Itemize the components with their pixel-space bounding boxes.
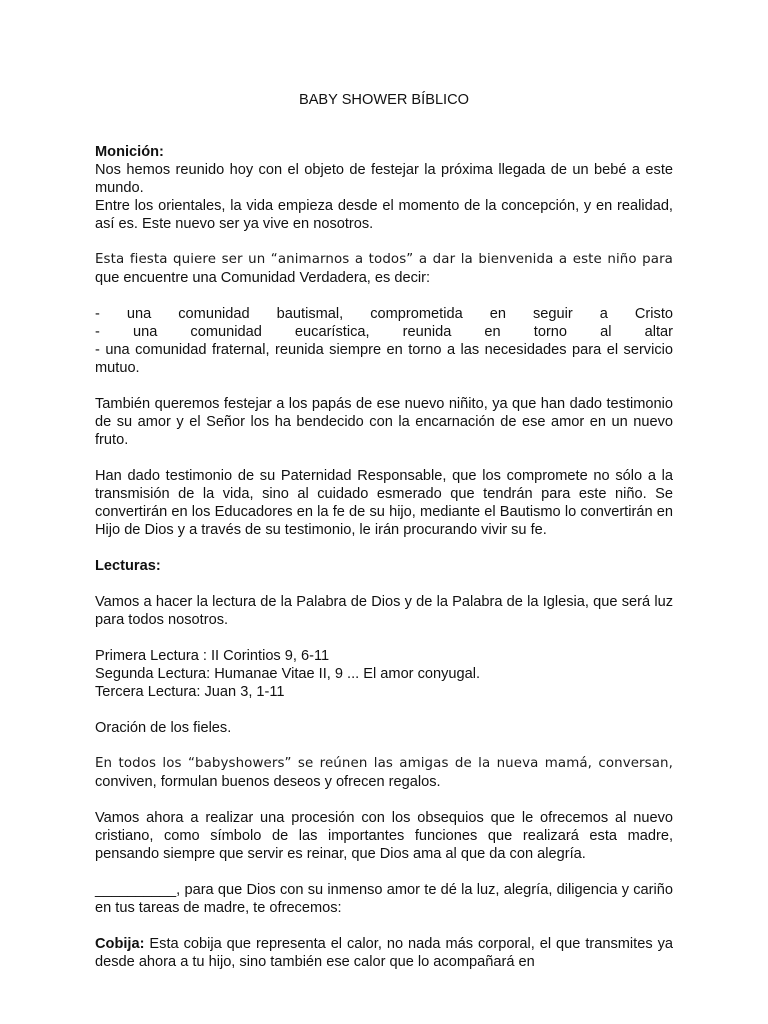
procesion-paragraph: Vamos ahora a realizar una procesión con los obsequios que le ofrecemos al nuevo cristiano, como símbolo de las importantes funciones que realizará esta madre, pensando siempre que servir es reinar, que Dios ama al que da con alegría. <box>95 810 673 862</box>
lecturas-heading: Lecturas: <box>95 558 161 574</box>
list-item: - una comunidad eucarística, reunida en torno al altar <box>95 324 673 340</box>
monicion-line-2: Entre los orientales, la vida empieza desde el momento de la concepción, y en realidad, así es. Este nuevo ser ya vive en nosotros. <box>95 198 673 232</box>
monicion-paragraph-2 <box>95 251 673 287</box>
monicion-paragraph-2-rest: que encuentre una Comunidad Verdadera, es decir: <box>95 270 431 286</box>
babyshower-alt-text: En todos los “babyshowers” se reúnen las amigas de la nueva mamá, conversan, <box>95 756 673 771</box>
monicion-paragraph-1 <box>95 161 673 233</box>
oracion-line: Oración de los fieles. <box>95 720 232 736</box>
list-item: - una comunidad fraternal, reunida siempre en torno a las necesidades para el servicio mutuo. <box>95 342 673 376</box>
babyshower-paragraph-rest: conviven, formulan buenos deseos y ofrecen regalos. <box>95 774 441 790</box>
paternidad-paragraph: Han dado testimonio de su Paternidad Responsable, que los compromete no sólo a la transmisión de la vida, sino al cuidado esmerado que tendrán para este niño. Se convertirán en los Educadores en la fe de su hijo, mediante el Bautismo lo convertirán en Hijo de Dios y a través de su testimonio, le irán procurando vivir su fe. <box>95 468 673 538</box>
ofrecemos-paragraph: __________, para que Dios con su inmenso amor te dé la luz, alegría, diligencia y cariño en tus tareas de madre, te ofrecemos: <box>95 882 673 916</box>
comunidad-list <box>95 305 673 377</box>
monicion-alt-text: Esta fiesta quiere ser un “animarnos a todos” a dar la bienvenida a este niño para <box>95 252 673 267</box>
cobija-text: Esta cobija que representa el calor, no nada más corporal, el que transmites ya desde ahora a tu hijo, sino también ese calor que lo acompañará en <box>95 936 673 970</box>
list-item: - una comunidad bautismal, comprometida en seguir a Cristo <box>95 306 673 322</box>
reading-item: Tercera Lectura: Juan 3, 1-11 <box>95 684 285 700</box>
lecturas-intro: Vamos a hacer la lectura de la Palabra de Dios y de la Palabra de la Iglesia, que será luz para todos nosotros. <box>95 594 673 628</box>
document-title: BABY SHOWER BÍBLICO <box>298 92 470 108</box>
readings-list <box>95 647 673 701</box>
reading-item: Primera Lectura : II Corintios 9, 6-11 <box>95 648 330 664</box>
cobija-paragraph <box>95 935 673 971</box>
monicion-heading: Monición: <box>95 144 164 160</box>
cobija-label: Cobija: <box>95 936 145 952</box>
reading-item: Segunda Lectura: Humanae Vitae II, 9 ... El amor conyugal. <box>95 666 481 682</box>
document-body <box>95 91 673 989</box>
babyshower-paragraph <box>95 755 673 791</box>
monicion-line-1: Nos hemos reunido hoy con el objeto de festejar la próxima llegada de un bebé a este mundo. <box>95 162 673 196</box>
papas-paragraph: También queremos festejar a los papás de ese nuevo niñito, ya que han dado testimonio de su amor y el Señor los ha bendecido con la encarnación de ese amor en un nuevo fruto. <box>95 396 673 448</box>
